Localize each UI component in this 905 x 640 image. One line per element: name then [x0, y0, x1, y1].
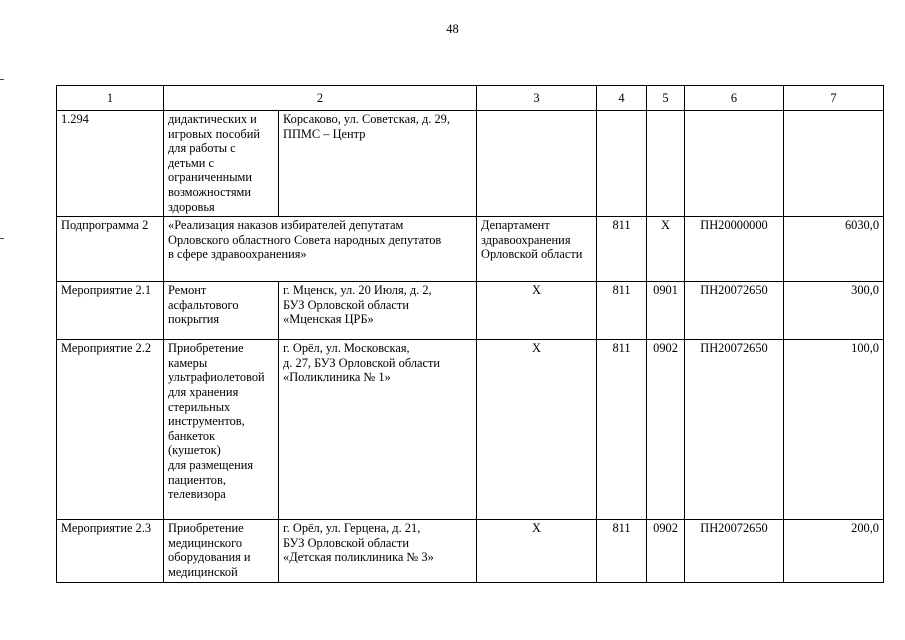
- header-cell: 6: [685, 86, 784, 111]
- row-address: г. Орёл, ул. Московская, д. 27, БУЗ Орловской области «Поликлиника № 1»: [279, 340, 477, 520]
- row-name: Ремонт асфальтового покрытия: [164, 282, 279, 340]
- row-target: ПН20072650: [685, 282, 784, 340]
- row-code: 1.294: [57, 111, 164, 217]
- row-section: 0902: [647, 340, 685, 520]
- header-cell: 3: [477, 86, 597, 111]
- row-amount: 200,0: [784, 520, 884, 582]
- table-row: [57, 340, 884, 520]
- table-row: [57, 111, 884, 217]
- row-grbs: 811: [597, 217, 647, 282]
- row-section: 0902: [647, 520, 685, 582]
- budget-table: [56, 85, 884, 583]
- row-grbs: 811: [597, 340, 647, 520]
- page-number: 48: [446, 22, 459, 36]
- header-cell: 7: [784, 86, 884, 111]
- row-target: ПН20072650: [685, 520, 784, 582]
- row-executor: X: [477, 520, 597, 582]
- row-code: Подпрограмма 2: [57, 217, 164, 282]
- row-code: Мероприятие 2.1: [57, 282, 164, 340]
- row-name: дидактических и игровых пособий для работы с детьми с ограниченными возможностями здоровья: [164, 111, 279, 217]
- row-code: Мероприятие 2.3: [57, 520, 164, 582]
- edge-mark: [0, 79, 4, 80]
- row-executor: X: [477, 282, 597, 340]
- row-executor: X: [477, 340, 597, 520]
- row-amount: 6030,0: [784, 217, 884, 282]
- row-section: [647, 111, 685, 217]
- row-executor: Департамент здравоохранения Орловской области: [477, 217, 597, 282]
- row-section: X: [647, 217, 685, 282]
- row-grbs: 811: [597, 282, 647, 340]
- header-cell: 2: [164, 86, 477, 111]
- header-row: [57, 86, 884, 111]
- row-name: Приобретение медицинского оборудования и медицинской: [164, 520, 279, 582]
- row-grbs: [597, 111, 647, 217]
- row-target: [685, 111, 784, 217]
- row-name: Приобретение камеры ультрафиолетовой для хранения стерильных инструментов, банкеток (кушеток) для размещения пациентов, телевизора: [164, 340, 279, 520]
- edge-mark: [0, 238, 4, 239]
- table-row: [57, 282, 884, 340]
- row-grbs: 811: [597, 520, 647, 582]
- row-amount: 300,0: [784, 282, 884, 340]
- row-code: Мероприятие 2.2: [57, 340, 164, 520]
- header-cell: 5: [647, 86, 685, 111]
- row-address: г. Орёл, ул. Герцена, д. 21, БУЗ Орловской области «Детская поликлиника № 3»: [279, 520, 477, 582]
- row-target: ПН20000000: [685, 217, 784, 282]
- table-row: [57, 217, 884, 282]
- row-target: ПН20072650: [685, 340, 784, 520]
- row-amount: 100,0: [784, 340, 884, 520]
- row-address: Корсаково, ул. Советская, д. 29, ППМС – Центр: [279, 111, 477, 217]
- header-cell: 1: [57, 86, 164, 111]
- table-row: [57, 520, 884, 582]
- row-section: 0901: [647, 282, 685, 340]
- row-address: г. Мценск, ул. 20 Июля, д. 2, БУЗ Орловской области «Мценская ЦРБ»: [279, 282, 477, 340]
- row-amount: [784, 111, 884, 217]
- header-cell: 4: [597, 86, 647, 111]
- row-name: «Реализация наказов избирателей депутатам Орловского областного Совета народных депутатов в сфере здравоохранения»: [164, 217, 477, 282]
- row-executor: [477, 111, 597, 217]
